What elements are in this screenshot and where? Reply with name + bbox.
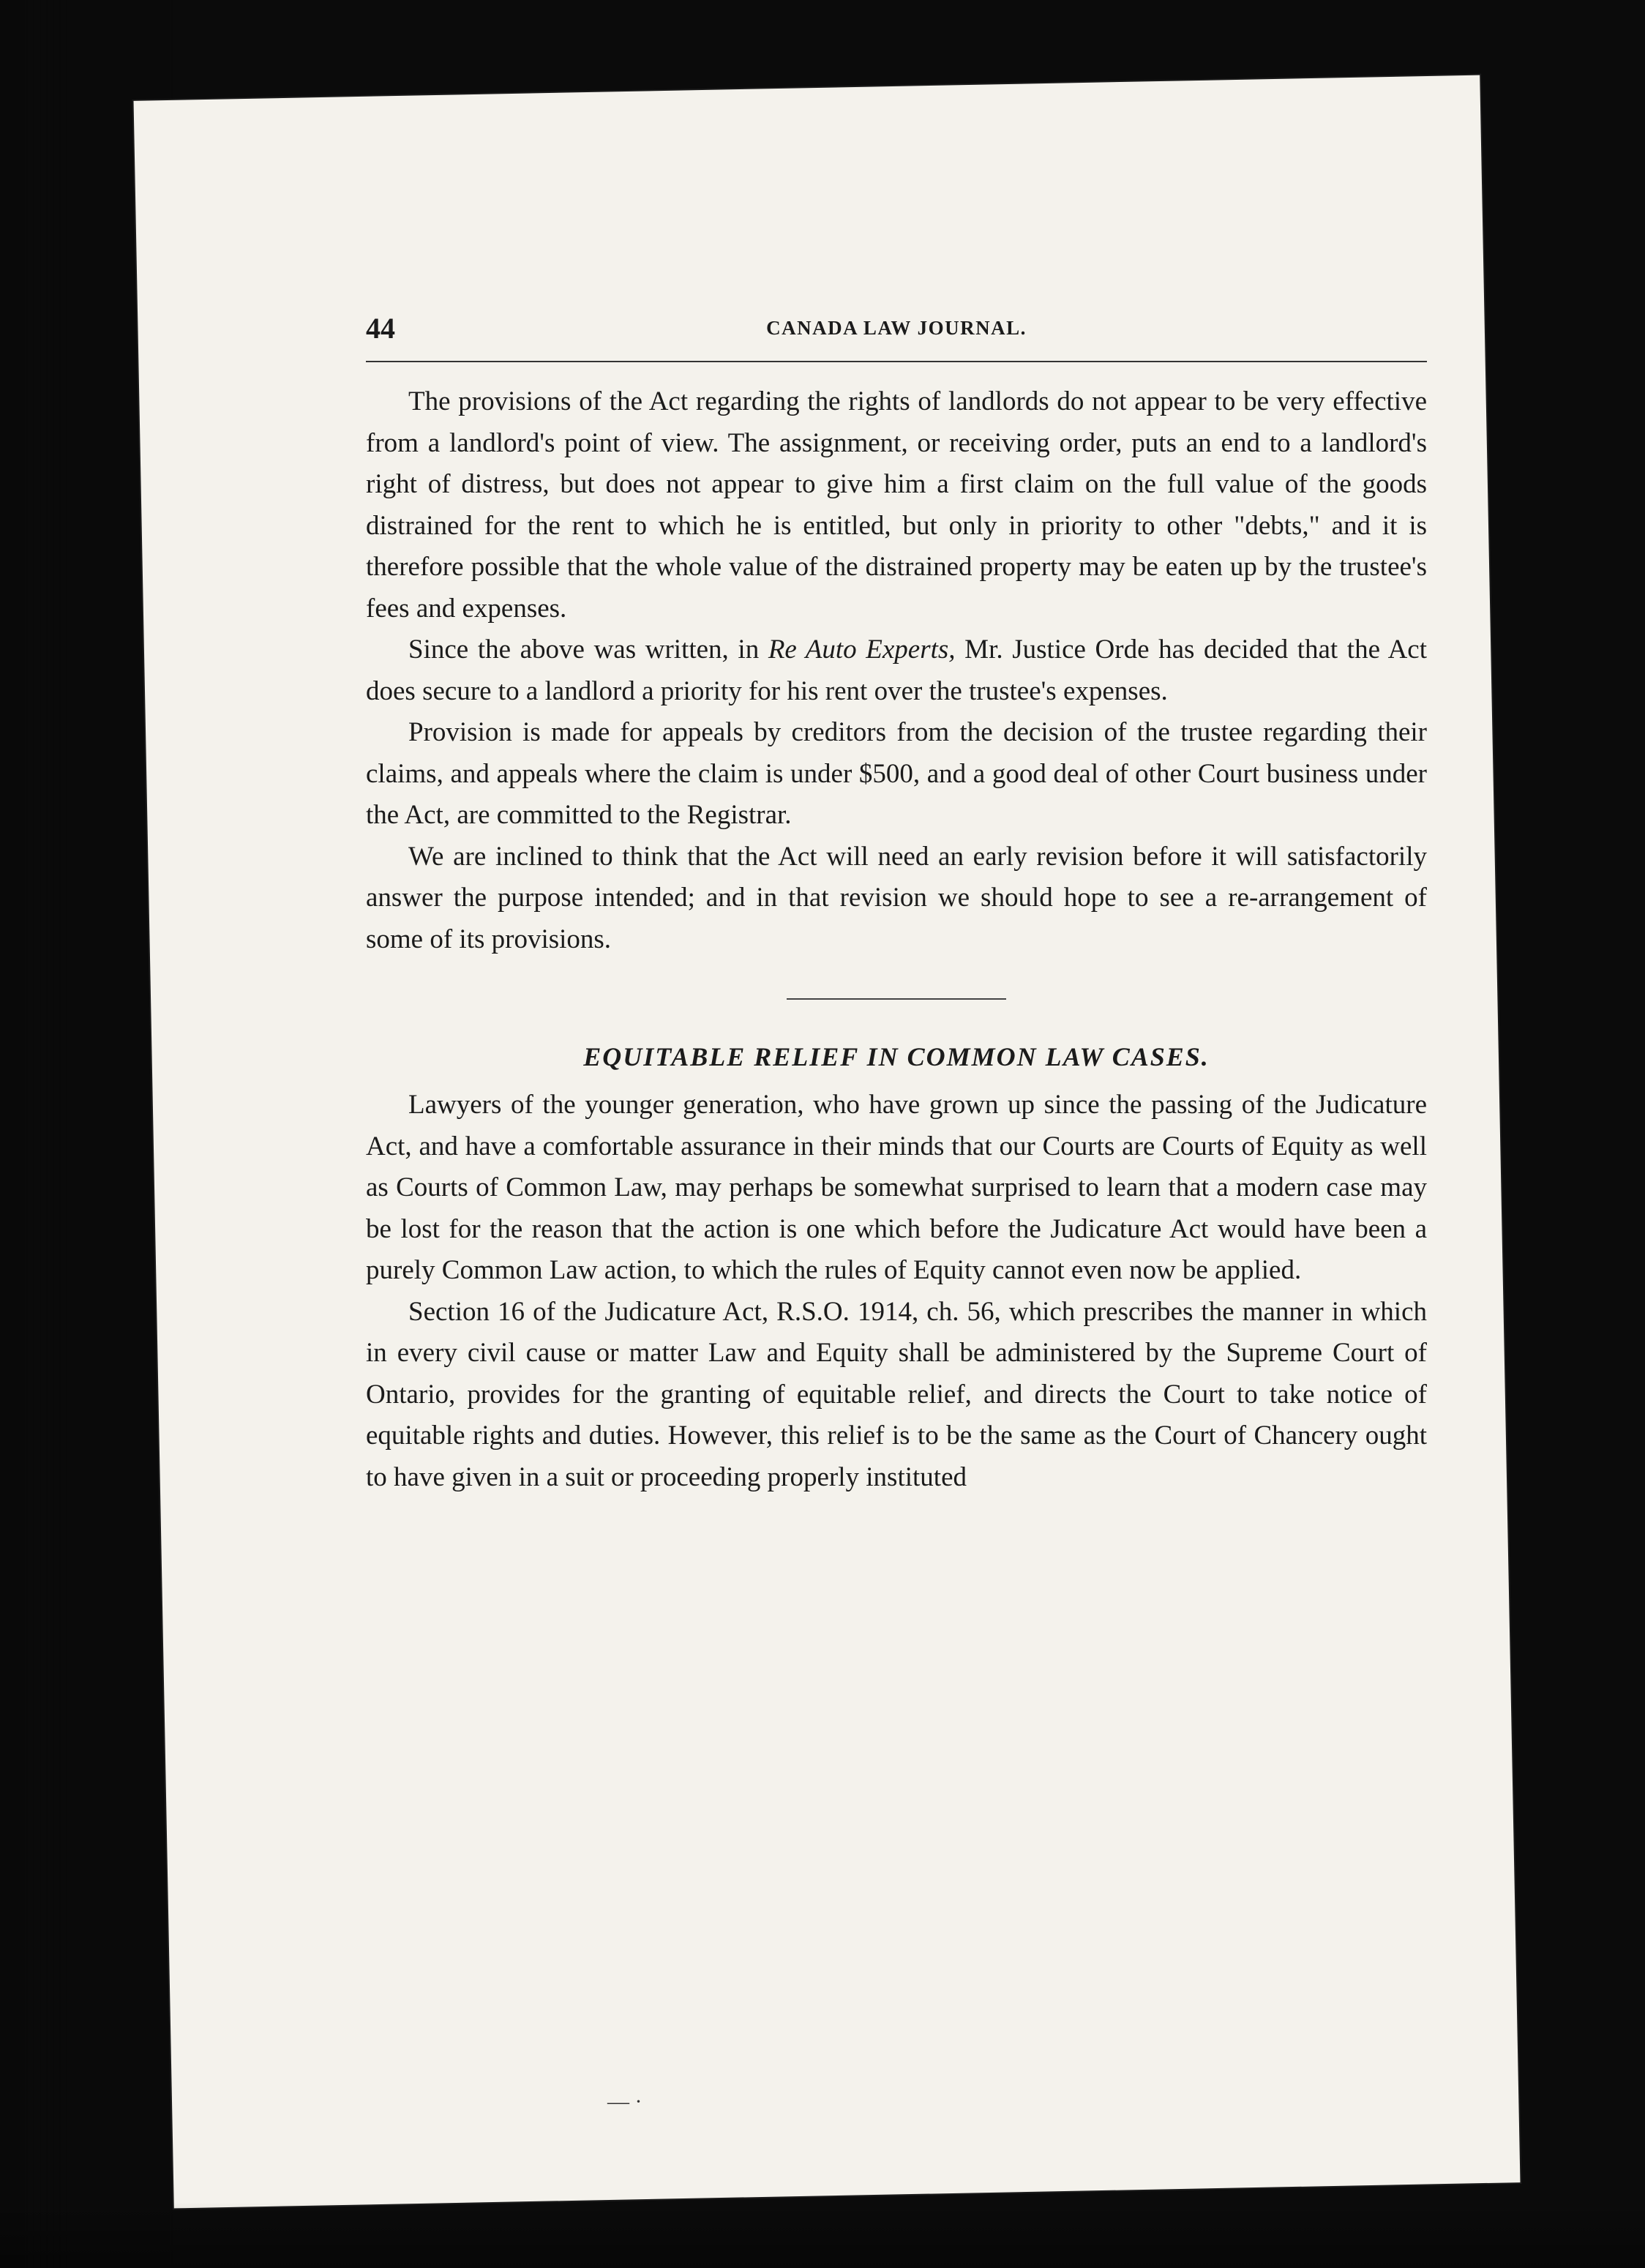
paragraph-appeals: Provision is made for appeals by creditors from the decision of the trustee regarding their claims, and appeals where the claim is under $500, and a good deal of other Court business under the Act, are committed to the Registrar. xyxy=(366,717,1427,830)
paragraph-section-16: Section 16 of the Judicature Act, R.S.O. 1914, ch. 56, which prescribes the manner in which in every civil cause or matter Law and Equity shall be administered by the Supreme Court of Ontario, provides for the granting of equitable relief, and directs the Court to take notice of equitable rights and duties. However, this relief is to be the same as the Court of Chancery ought to have given in a suit or proceeding properly instituted xyxy=(366,1296,1427,1492)
paragraph-text: Mr. Justice Orde has decided that the Act does secure to a landlord a priority for his rent over the trustee's expenses. xyxy=(366,635,1428,706)
paragraph-revision: We are inclined to think that the Act will need an early revision before it will satisfactorily answer the purpose intended; and in that revision we should hope to see a re-arrangement of some of its provisions. xyxy=(366,841,1427,954)
scan-speck: — · xyxy=(607,2089,642,2114)
case-name: Re Auto Experts, xyxy=(768,635,956,665)
section-divider xyxy=(787,998,1006,1000)
page-number: 44 xyxy=(366,312,395,345)
running-head xyxy=(366,311,1427,355)
journal-title: CANADA LAW JOURNAL. xyxy=(766,317,1027,339)
paragraph-landlord-rights: The provisions of the Act regarding the rights of landlords do not appear to be very effective from a landlord's point of view. The assignment, or receiving order, puts an end to a landlord's right of distress, but does not appear to give him a first claim on the full value of the goods distrained for the rent to which he is entitled, but only in priority to other "debts," and it is therefore possible that the whole value of the distrained property may be eaten up by the trustee's fees and expenses. xyxy=(366,386,1427,624)
paragraph-younger-lawyers: Lawyers of the younger generation, who have grown up since the passing of the Judicature Act, and have a comfortable assurance in their minds that our Courts are Courts of Equity as well as Courts of Common Law, may perhaps be somewhat surprised to learn that a modern case may be lost for the reason that the action is one which before the Judicature Act would have been a purely Common Law action, to which the rules of Equity cannot even now be applied. xyxy=(366,1090,1427,1285)
page-content xyxy=(366,223,1427,1498)
paragraph-re-auto-experts xyxy=(366,629,1427,712)
header-rule xyxy=(366,361,1427,362)
paragraph-text: Since the above was written, in xyxy=(408,635,768,665)
section-heading: EQUITABLE RELIEF IN COMMON LAW CASES. xyxy=(583,1042,1210,1071)
scan-bottom-shadow xyxy=(0,2202,1645,2268)
